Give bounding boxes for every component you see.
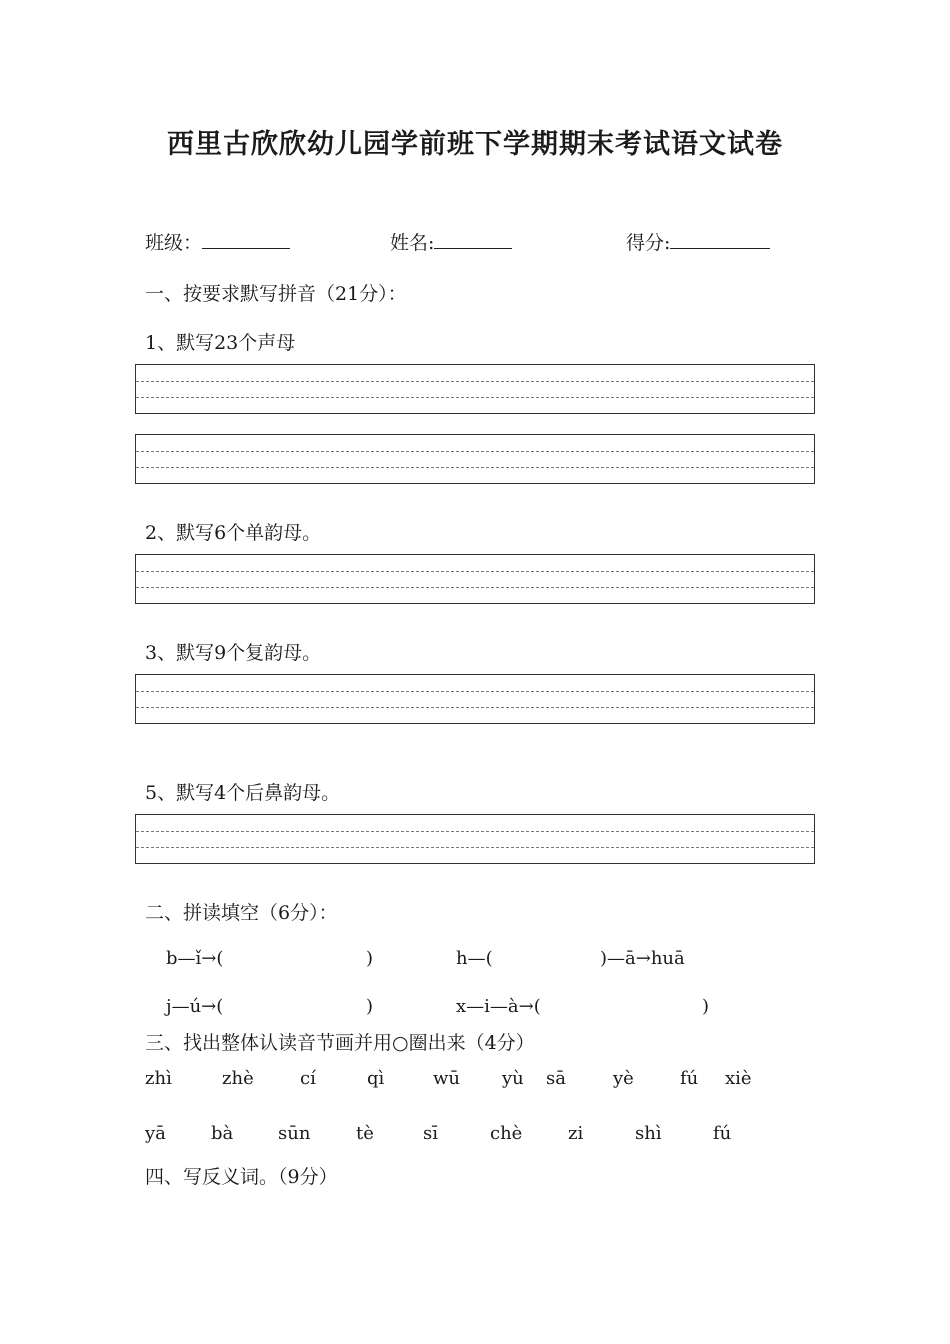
spell-item-right: ) [366, 948, 374, 969]
section3-heading: 三、找出整体认读音节画并用○圈出来（4分） [145, 1032, 535, 1054]
spell-item-left: j—ú→( [166, 996, 224, 1017]
syllable[interactable]: bà [211, 1123, 234, 1144]
syllable[interactable]: qì [367, 1068, 385, 1089]
syllable[interactable]: shì [635, 1123, 662, 1144]
pinyin-writing-box[interactable] [135, 554, 815, 604]
syllable[interactable]: wū [433, 1068, 460, 1089]
section4-heading: 四、写反义词。（9分） [145, 1166, 338, 1188]
class-blank[interactable] [202, 230, 290, 249]
syllable[interactable]: zhè [222, 1068, 254, 1089]
name-field[interactable] [390, 228, 512, 255]
syllable[interactable]: sī [423, 1123, 438, 1144]
score-blank[interactable] [670, 230, 770, 249]
spell-item-left: b—ǐ→( [166, 948, 224, 969]
syllable[interactable]: yā [145, 1123, 166, 1144]
spell-item-right: ) [366, 996, 374, 1017]
question-1: 1、默写23个声母 [145, 332, 296, 354]
syllable[interactable]: zhì [145, 1068, 172, 1089]
page-title: 西里古欣欣幼儿园学前班下学期期末考试语文试卷 [167, 129, 783, 160]
class-label: 班级： [145, 232, 203, 254]
score-label: 得分: [626, 232, 671, 254]
spell-item-right: )—ā→huā [600, 948, 685, 969]
section2-heading: 二、拼读填空（6分）： [145, 902, 338, 924]
syllable[interactable]: chè [490, 1123, 523, 1144]
pinyin-writing-box[interactable] [135, 364, 815, 414]
spell-item-left: x—i—à→( [456, 996, 541, 1017]
pinyin-writing-box[interactable] [135, 434, 815, 484]
question-2: 2、默写6个单韵母。 [145, 522, 322, 544]
section1-heading: 一、按要求默写拼音（21分）： [145, 283, 407, 305]
question-3: 3、默写9个复韵母。 [145, 642, 322, 664]
syllable[interactable]: yù [502, 1068, 524, 1089]
spell-item-right: ) [702, 996, 710, 1017]
syllable[interactable]: fú [713, 1123, 732, 1144]
syllable[interactable]: cí [300, 1068, 316, 1089]
syllable[interactable]: fú [680, 1068, 699, 1089]
syllable[interactable]: sā [546, 1068, 566, 1089]
syllable[interactable]: zi [568, 1123, 584, 1144]
class-field[interactable] [145, 228, 290, 255]
syllable[interactable]: tè [356, 1123, 374, 1144]
syllable[interactable]: yè [613, 1068, 634, 1089]
pinyin-writing-box[interactable] [135, 814, 815, 864]
name-blank[interactable] [434, 230, 512, 249]
spell-item-left: h—( [456, 948, 493, 969]
question-5: 5、默写4个后鼻韵母。 [145, 782, 341, 804]
syllable[interactable]: sūn [278, 1123, 311, 1144]
syllable[interactable]: xiè [725, 1068, 752, 1089]
score-field[interactable] [626, 228, 770, 255]
name-label: 姓名: [390, 232, 435, 254]
pinyin-writing-box[interactable] [135, 674, 815, 724]
